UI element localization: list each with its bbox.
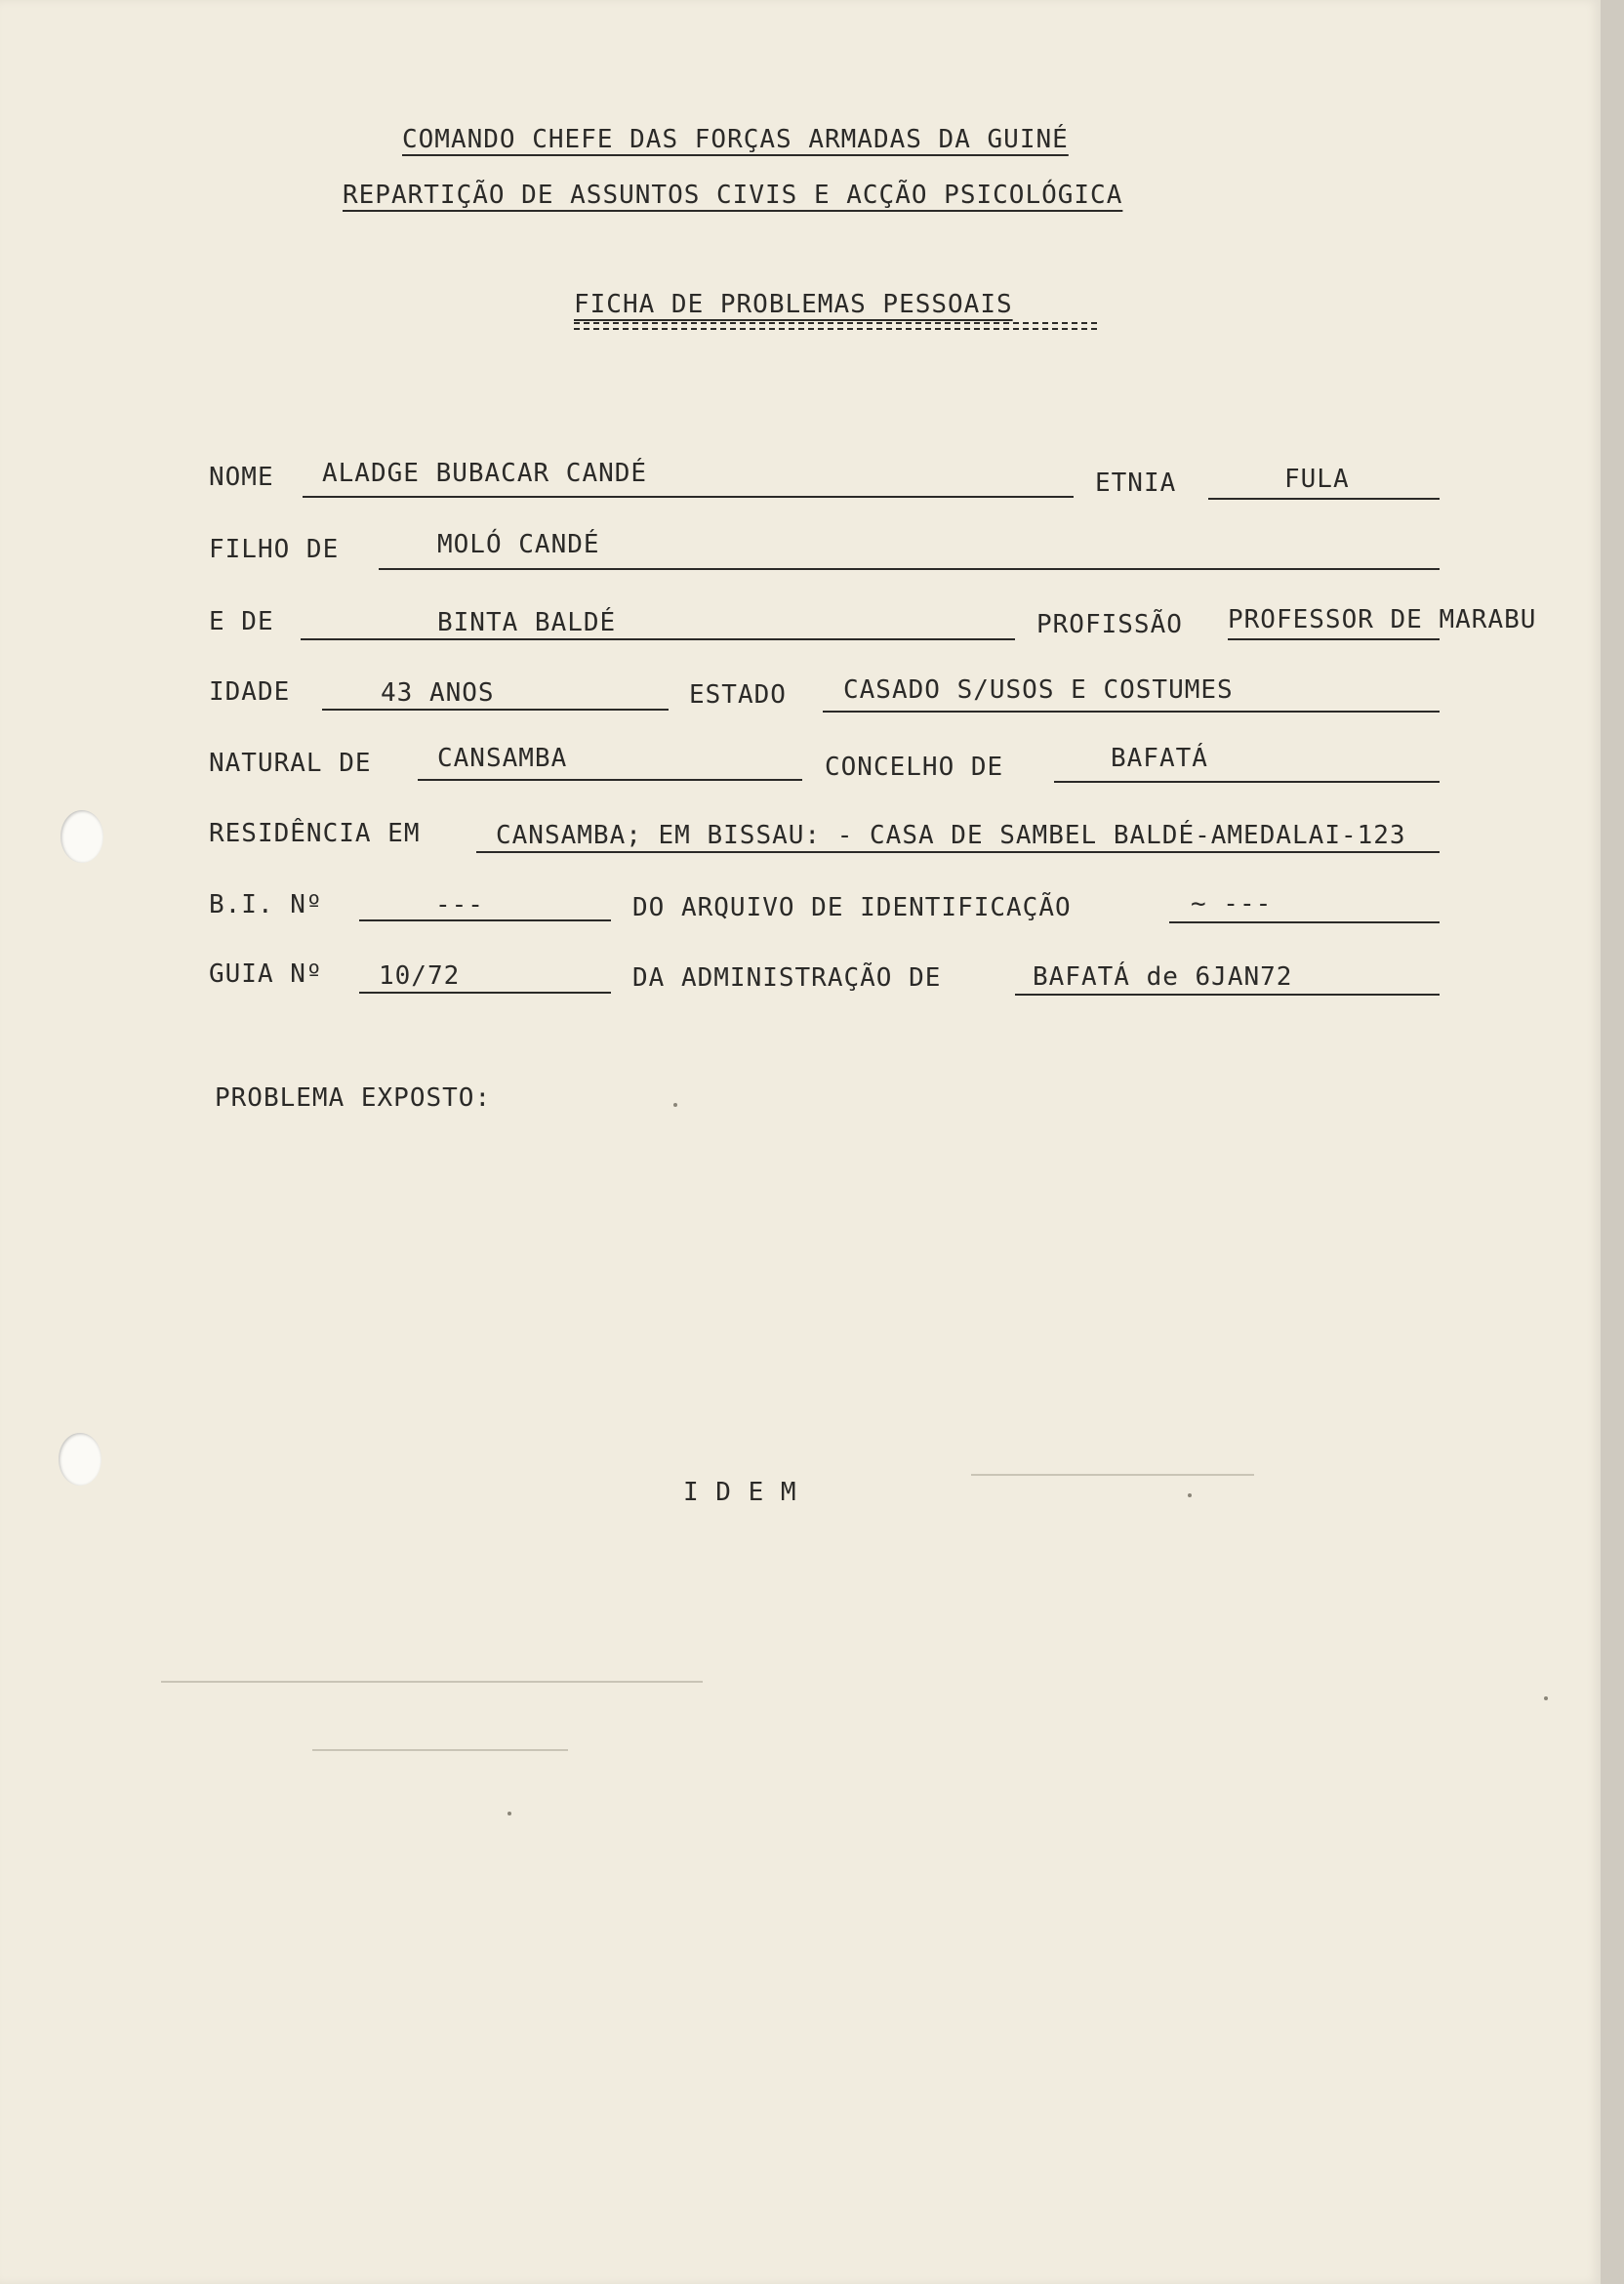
estado-value: CASADO S/USOS E COSTUMES [843,675,1234,705]
problema-label: PROBLEMA EXPOSTO: [215,1083,492,1113]
header-command: COMANDO CHEFE DAS FORÇAS ARMADAS DA GUINÉ [402,125,1069,154]
profissao-value: PROFESSOR DE MARABU [1228,605,1537,634]
residencia-label: RESIDÊNCIA EM [209,819,421,848]
guia-label: GUIA Nº [209,959,323,989]
title-double-underline [574,322,1097,330]
paper-speck [1188,1493,1192,1497]
arquivo-line [1169,921,1440,923]
e-de-line [301,638,1015,640]
ghost-line [161,1681,703,1683]
concelho-line [1054,781,1440,783]
punch-hole-top [61,810,103,863]
estado-label: ESTADO [689,680,787,710]
guia-value: 10/72 [379,961,461,991]
arquivo-label: DO ARQUIVO DE IDENTIFICAÇÃO [632,893,1072,922]
ghost-line [971,1474,1254,1476]
idade-value: 43 ANOS [381,678,495,708]
paper-speck [1544,1696,1548,1700]
etnia-label: ETNIA [1095,469,1177,498]
paper-speck [673,1103,677,1107]
administracao-line [1015,994,1440,996]
residencia-line [476,851,1440,853]
header-department: REPARTIÇÃO DE ASSUNTOS CIVIS E ACÇÃO PSICOLÓGICA [343,181,1123,210]
residencia-value: CANSAMBA; EM BISSAU: - CASA DE SAMBEL BALDÉ-AMEDALAI-123 [496,821,1406,850]
etnia-line [1208,498,1440,500]
natural-label: NATURAL DE [209,749,372,778]
concelho-label: CONCELHO DE [825,753,1004,782]
idade-label: IDADE [209,677,291,707]
guia-line [359,992,611,994]
idade-line [322,709,669,711]
filho-value: MOLÓ CANDÉ [437,530,600,559]
e-de-value: BINTA BALDÉ [437,608,617,637]
nome-label: NOME [209,463,274,492]
paper-speck [508,1812,511,1815]
estado-line [823,711,1440,713]
body-text: I D E M [683,1478,797,1507]
profissao-label: PROFISSÃO [1036,610,1183,639]
arquivo-value: ~ --- [1191,889,1273,918]
form-title: FICHA DE PROBLEMAS PESSOAIS [574,290,1013,319]
administracao-value: BAFATÁ de 6JAN72 [1033,962,1293,992]
page-edge [1601,0,1624,2284]
administracao-label: DA ADMINISTRAÇÃO DE [632,963,942,993]
bi-label: B.I. Nº [209,890,323,919]
punch-hole-bottom [59,1433,102,1486]
natural-value: CANSAMBA [437,744,568,773]
natural-line [418,779,802,781]
nome-value: ALADGE BUBACAR CANDÉ [322,459,648,488]
bi-value: --- [435,890,484,919]
e-de-label: E DE [209,607,274,636]
etnia-value: FULA [1284,465,1350,494]
concelho-value: BAFATÁ [1111,744,1208,773]
nome-line [303,496,1074,498]
filho-line [379,568,1440,570]
bi-line [359,919,611,921]
ghost-line [312,1749,568,1751]
filho-label: FILHO DE [209,535,340,564]
profissao-line [1228,638,1440,640]
